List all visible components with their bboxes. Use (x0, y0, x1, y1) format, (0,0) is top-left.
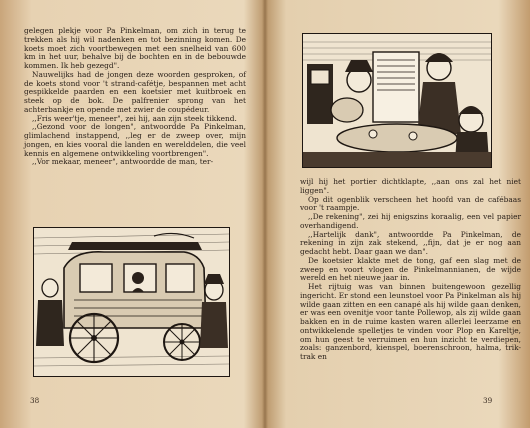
paragraph: ,,Hartelijk dank", antwoordde Pa Pinkelman, de rekening in zijn zak stekend, ,,fijn, dat je er nog aan gedacht hebt. Daar gaan we dan". (300, 229, 521, 256)
paragraph: ,,Gezond voor de longen", antwoordde Pa Pinkelman, glimlachend instappend, ,,leg er de zweep over, mijn jongen, en kies vooral die landen en werelddelen, die veel kennis en algemene ontwikkeling voortbrengen". (24, 122, 246, 158)
left-page-text (24, 27, 246, 167)
paragraph: De koetsier klakte met de tong, gaf een slag met de zweep en voort vlogen de Pinkelmannianen, de wijde wereld en het nieuwe jaar in. (300, 255, 521, 283)
right-page-text (300, 178, 521, 362)
interior-illustration (302, 33, 492, 168)
page-number: 39 (483, 396, 493, 405)
paragraph: gelegen plekje voor Pa Pinkelman, om zich in terug te trekken als hij wil nadenken en tot bezinning komen. De koets moet zich voortbewegen met een snelheid van 600 km in het uur, behalve bij de bochten en in de bebouwde kommen. Ik heb gezegd". (24, 26, 246, 70)
paragraph: ,,Vor mekaar, meneer", antwoordde de man, ter- (32, 157, 214, 167)
paragraph: ,,Fris weer'tje, meneer", zei hij, aan zijn steek tikkend. (32, 113, 237, 123)
interior-drawing (303, 34, 491, 167)
page-number: 38 (30, 396, 40, 405)
paragraph: Nauwelijks had de jongen deze woorden gesproken, of de koets stond voor 't strand-cafétje, bespannen met acht gespikkelde paarden en een koetsier met kuitbroek en steek op de bok. De palfrenier sprong van het achterbankje en opende met zwier de coupédeur. (24, 69, 246, 114)
paragraph: Het rijtuig was van binnen buitengewoon gezellig ingericht. Er stond een leunstoel voor Pa Pinkelman als hij wilde gaan zitten en een canapé als hij wilde gaan denken, er was een ovenitje voor tante Pollewop, als zij wilde gaan bakken en in de ruime kasten waren allerlei leerzame en ontwikkelende spelletjes te vinden voor Plop en Kareltje, om hun geest te verruimen en hun inzicht te verdiepen, zoals: ganzenbord, kienspel, boerenschroon, halma, trik-trak en (300, 282, 522, 361)
paragraph: Op dit ogenblik verscheen het hoofd van de cafébaas voor 't raampje. (300, 194, 521, 213)
coach-illustration (33, 227, 230, 377)
paragraph: ,,De rekening", zei hij enigszins koraalig, een vel papier overhandigend. (300, 212, 521, 230)
right-page (265, 0, 530, 428)
paragraph: wijl hij het portier dichtklapte, ,,aan ons zal het niet liggen". (300, 177, 521, 195)
coach-drawing (34, 228, 229, 376)
